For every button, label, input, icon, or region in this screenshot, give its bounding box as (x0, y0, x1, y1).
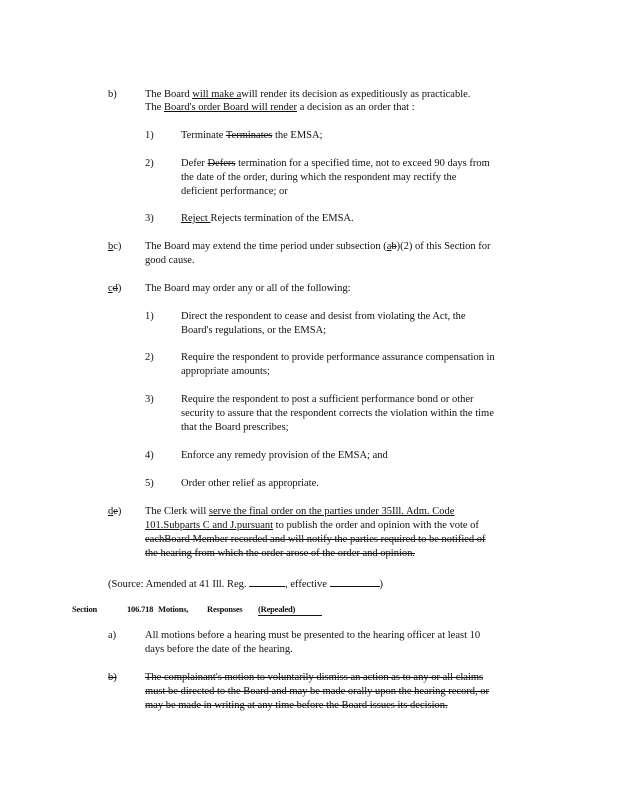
para-d-item-1-line1: Direct the respondent to cease and desist from violating the Act, the (181, 311, 466, 322)
para-b-item-2-line2: the date of the order, during which the respondent may rectify the (181, 172, 457, 183)
para-d-label (108, 282, 121, 296)
section-title-responses: Responses (207, 604, 243, 614)
text-segment: will render its decision as expeditiously as practicable. (241, 89, 471, 100)
para-e-line1 (145, 505, 454, 519)
deleted-text: Defers (207, 158, 236, 169)
text-segment: ) (379, 579, 384, 590)
text-segment: The Board may extend the time period under subsection ( (145, 241, 387, 252)
motions-b-label: b) (108, 672, 117, 683)
text-segment: ) (117, 283, 122, 294)
inserted-text: d (108, 506, 114, 517)
para-b-item-2-line1 (181, 157, 490, 171)
para-e-line3: eachBoard Member recorded and will notify the parties required to be notified of (145, 534, 486, 545)
section-number: 106.718 (127, 604, 154, 614)
blank-line (330, 575, 380, 587)
para-b-label: b) (108, 89, 117, 100)
para-c-line2: good cause. (145, 255, 195, 266)
deleted-text: Terminates (225, 130, 273, 141)
para-d-item-3-line3: that the Board prescribes; (181, 422, 289, 433)
text-segment: Rejects termination of the EMSA. (210, 213, 354, 224)
inserted-text: 101.Subparts C and J.pursuant (145, 520, 274, 531)
text-segment: a decision as an order that : (297, 102, 415, 113)
para-e-label (108, 505, 121, 519)
item-number: 3) (145, 213, 154, 224)
blank-line (249, 575, 285, 587)
motions-a-line2: days before the date of the hearing. (145, 644, 293, 655)
inserted-text: Board's order Board will render (163, 102, 298, 113)
item-number: 5) (145, 478, 154, 489)
para-d-line1: The Board may order any or all of the following: (145, 283, 351, 294)
item-number: 4) (145, 450, 154, 461)
section-title-motions: Motions, (158, 604, 189, 614)
para-d-item-2-line1: Require the respondent to provide performance assurance compensation in (181, 352, 495, 363)
para-b-line2 (145, 101, 415, 115)
text-segment: to publish the order and opinion with the vote of (273, 520, 479, 531)
text-segment: , effective (285, 579, 330, 590)
para-b-item-2-line3: deficient performance; or (181, 186, 288, 197)
text-segment: termination for a specified time, not to exceed 90 days from (235, 158, 490, 169)
inserted-text: a (386, 241, 392, 252)
motions-a-label: a) (108, 630, 117, 641)
motions-b-line2: must be directed to the Board and may be made orally upon the hearing record, or (145, 686, 490, 697)
text-segment: Defer (181, 158, 208, 169)
para-b-item-1 (181, 129, 323, 143)
para-d-item-5: Order other relief as appropriate. (181, 478, 319, 489)
para-d-item-3-line2: security to assure that the respondent corrects the violation within the time (181, 408, 494, 419)
para-c-label (108, 240, 121, 254)
section-label: Section (72, 604, 98, 614)
para-d-item-3-line1: Require the respondent to post a sufficient performance bond or other (181, 394, 474, 405)
motions-a-line1: All motions before a hearing must be presented to the hearing officer at least 10 (145, 630, 481, 641)
inserted-text: will make a (192, 89, 242, 100)
item-number: 3) (145, 394, 154, 405)
item-number: 2) (145, 352, 154, 363)
text-segment: The (145, 102, 164, 113)
para-e-line2 (145, 519, 479, 533)
text-segment: Terminate (181, 130, 226, 141)
source-note (108, 575, 383, 592)
text-segment: ) (117, 506, 122, 517)
para-b-line1 (145, 88, 470, 102)
text-segment: (Source: Amended at 41 Ill. Reg. (108, 579, 250, 590)
motions-b-line3: may be made in writing at any time before the Board issues its decision. (145, 700, 448, 711)
inserted-text: serve the final order on the parties under 35Ill. Adm. Code (208, 506, 455, 517)
text-segment: the EMSA; (272, 130, 323, 141)
motions-b-line1: The complainant's motion to voluntarily dismiss an action as to any or all claims (145, 672, 484, 683)
item-number: 1) (145, 311, 154, 322)
deleted-text: b (391, 241, 397, 252)
para-d-item-1-line2: Board's regulations, or the EMSA; (181, 325, 327, 336)
text-segment: )(2) of this Section for (396, 241, 491, 252)
text-segment: c) (113, 241, 122, 252)
inserted-text: b (108, 241, 114, 252)
para-d-item-2-line2: appropriate amounts; (181, 366, 270, 377)
item-number: 2) (145, 158, 154, 169)
para-d-item-4: Enforce any remedy provision of the EMSA; and (181, 450, 388, 461)
para-c-line1 (145, 240, 491, 254)
text-segment: The Clerk will (145, 506, 209, 517)
deleted-text: d (112, 283, 118, 294)
para-e-line4: the hearing from which the order arose of the order and opinion. (145, 548, 415, 559)
item-number: 1) (145, 130, 154, 141)
section-title-repealed: (Repealed) (258, 603, 322, 616)
inserted-text: Reject (181, 213, 211, 224)
inserted-text: c (108, 283, 113, 294)
text-segment: The Board (145, 89, 193, 100)
para-b-item-3 (181, 212, 354, 226)
deleted-text: e (113, 506, 118, 517)
